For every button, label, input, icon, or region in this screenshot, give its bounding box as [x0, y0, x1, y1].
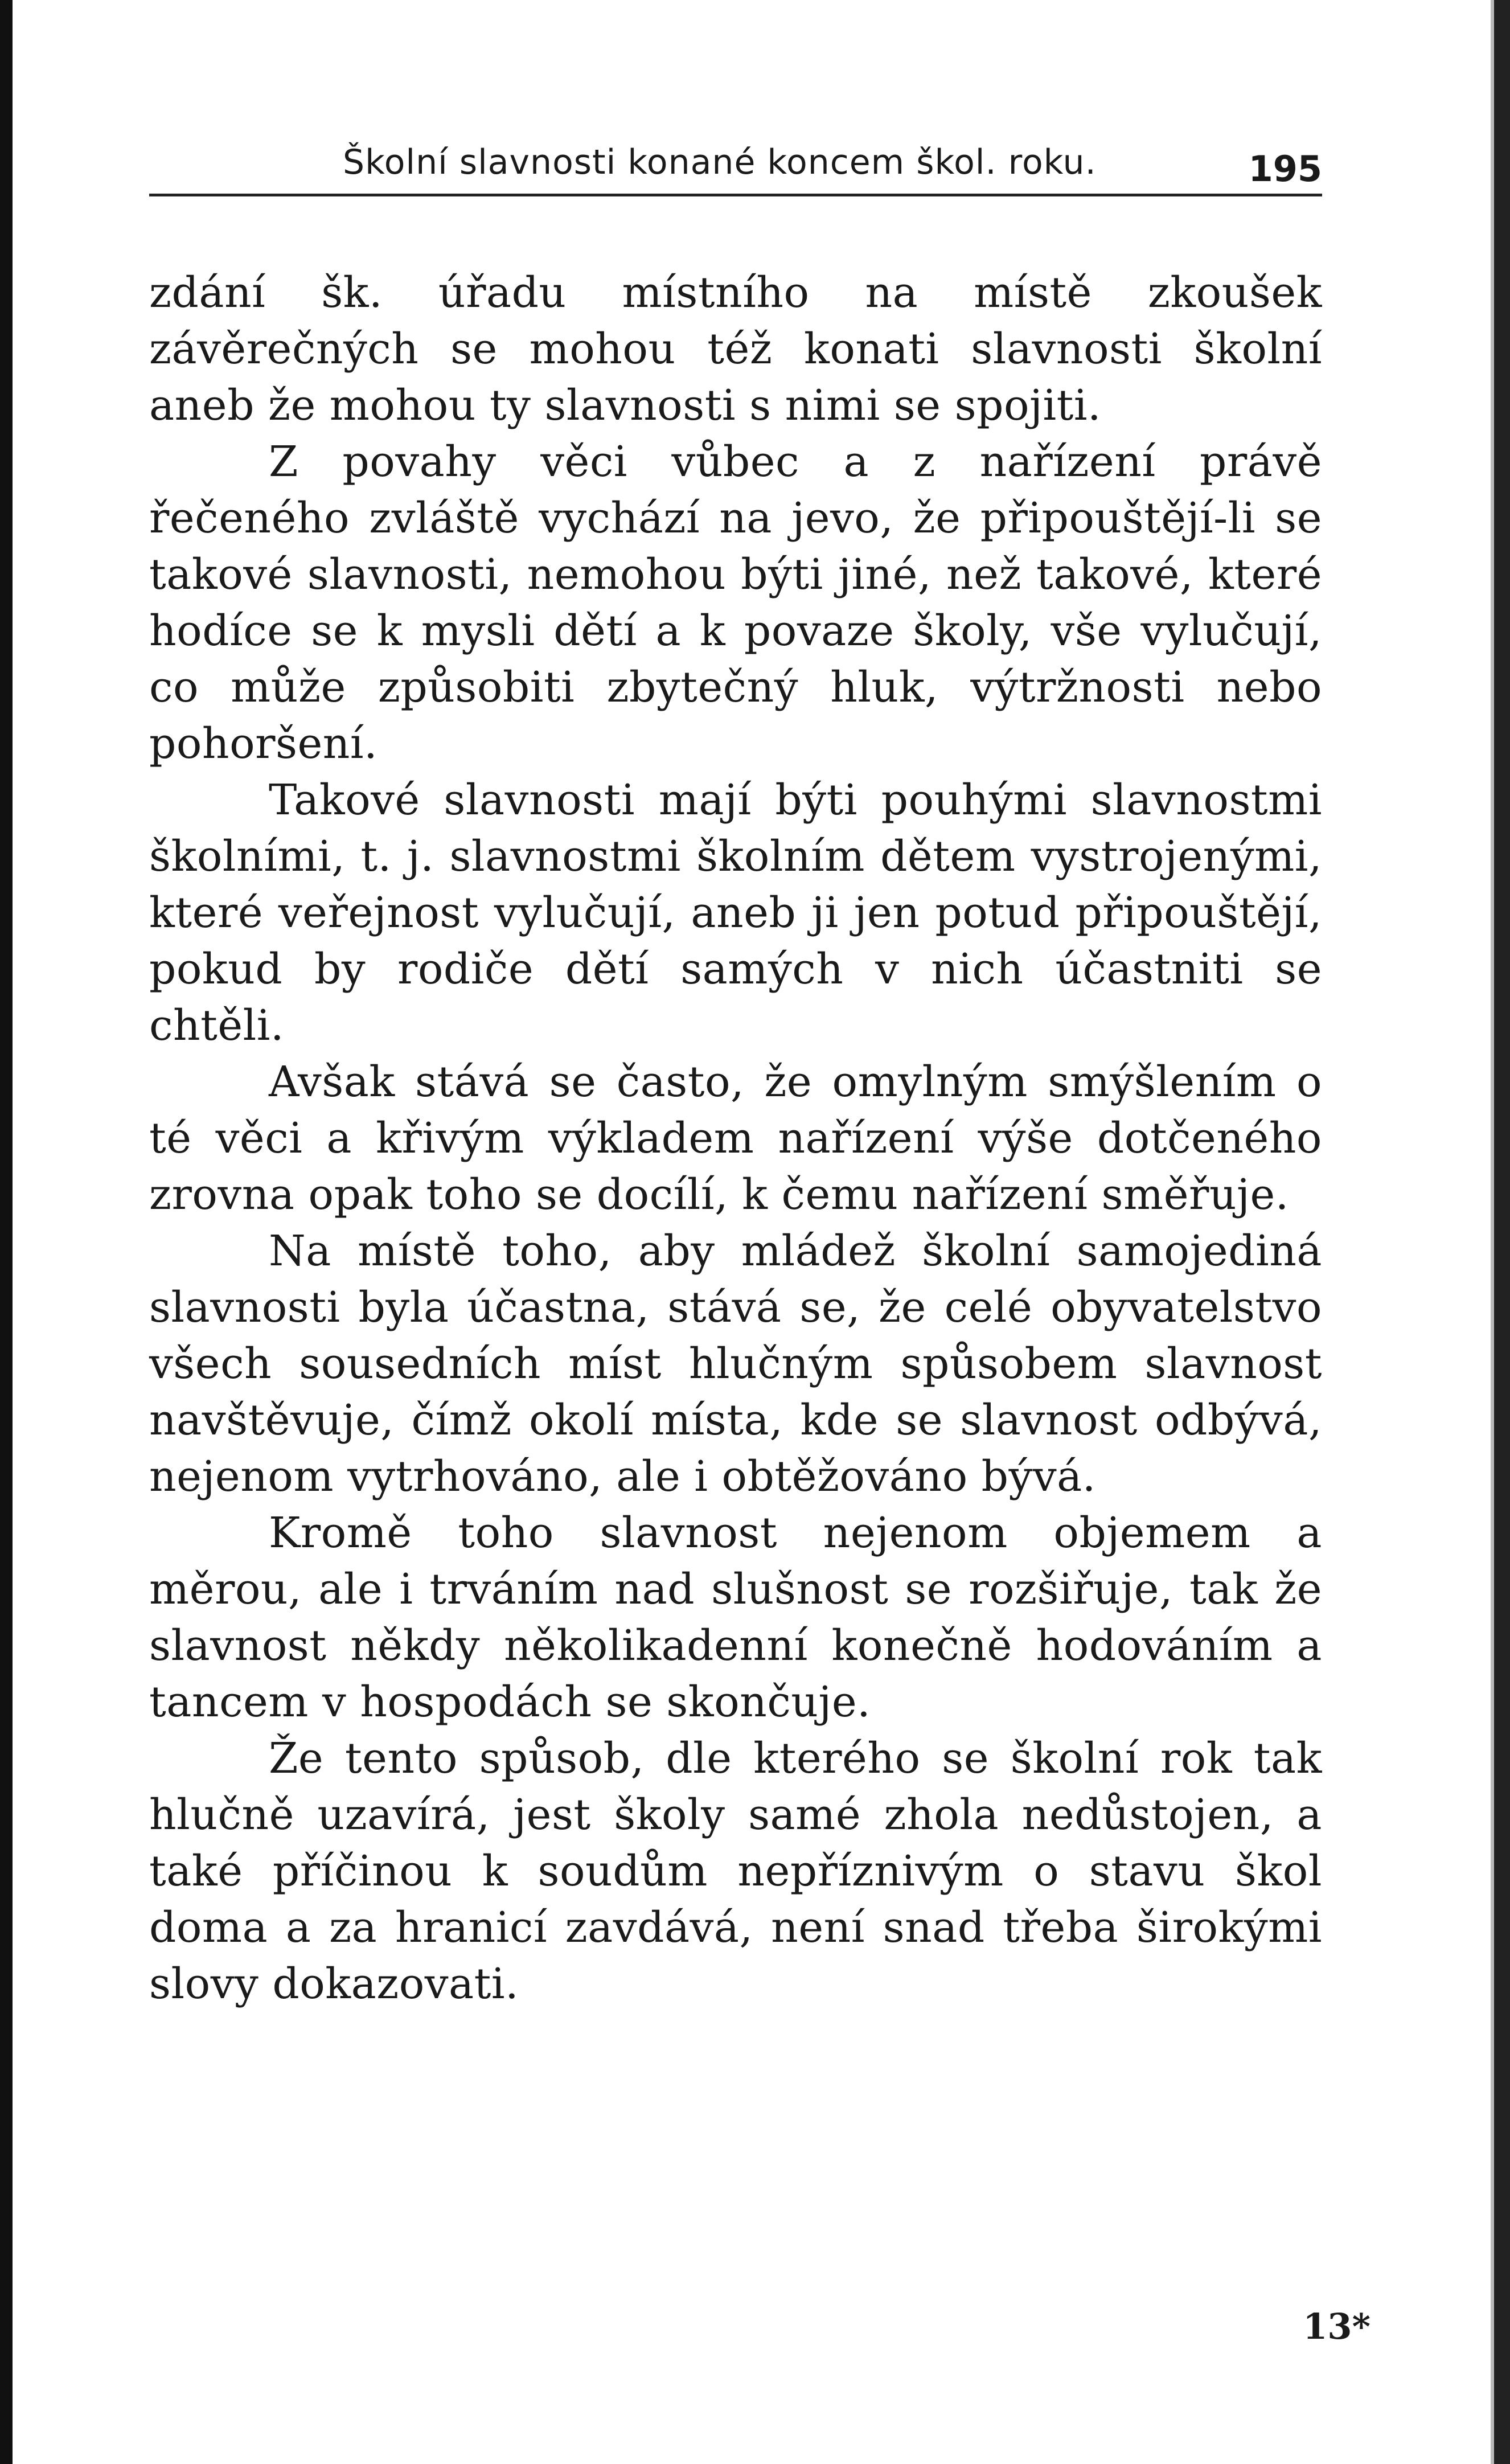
book-binding-edge [0, 0, 13, 2464]
paragraph: Že tento spůsob, dle kterého se školní rok tak hlučně uzavírá, jest školy samé zhola nedůstojen, a také příčinou k soudům nepříznivým o stavu škol doma a za hranicí zavdává, není snad třeba širokými slovy dokazovati. [149, 1734, 1322, 2008]
running-header [149, 131, 1322, 196]
paragraph: Avšak stává se často, že omylným smýšlením o té věci a křivým výkladem nařízení výše dotčeného zrovna opak toho se docílí, k čemu nařízení směřuje. [149, 1057, 1322, 1219]
running-title: Školní slavnosti konané koncem škol. roku. [343, 142, 1097, 182]
paragraph-continued: zdání šk. úřadu místního na místě zkoušek závěrečných se mohou též konati slavnosti školní aneb že mohou ty slavnosti s nimi se spojiti. [149, 268, 1322, 430]
paragraph: Takové slavnosti mají býti pouhými slavnostmi školními, t. j. slavnostmi školním dětem vystrojenými, které veřejnost vylučují, aneb ji jen potud připouštějí, pokud by rodiče dětí samých v nich účastniti se chtěli. [149, 776, 1322, 1050]
book-page [149, 131, 1322, 2012]
page-number: 195 [1248, 148, 1322, 190]
paragraph: Kromě toho slavnost nejenom objemem a měrou, ale i trváním nad slušnost se rozšiřuje, tak že slavnost někdy několikadenní konečně hodováním a tancem v hospodách se skončuje. [149, 1508, 1322, 1727]
paragraph: Na místě toho, aby mládež školní samojediná slavnosti byla účastna, stává se, že celé obyvatelstvo všech sousedních míst hlučným spůsobem slavnost navštěvuje, čímž okolí místa, kde se slavnost odbývá, nejenom vytrhováno, ale i obtěžováno bývá. [149, 1227, 1322, 1501]
scan-border-right [1494, 0, 1510, 2464]
page-body [149, 265, 1322, 2012]
signature-mark: 13* [1303, 2306, 1371, 2347]
paragraph: Z povahy věci vůbec a z nařízení právě řečeného zvláště vychází na jevo, že připouštějí-li se takové slavnosti, nemohou býti jiné, než takové, které hodíce se k mysli dětí a k povaze školy, vše vylučují, co může způsobiti zbytečný hluk, výtržnosti nebo pohoršení. [149, 437, 1322, 768]
